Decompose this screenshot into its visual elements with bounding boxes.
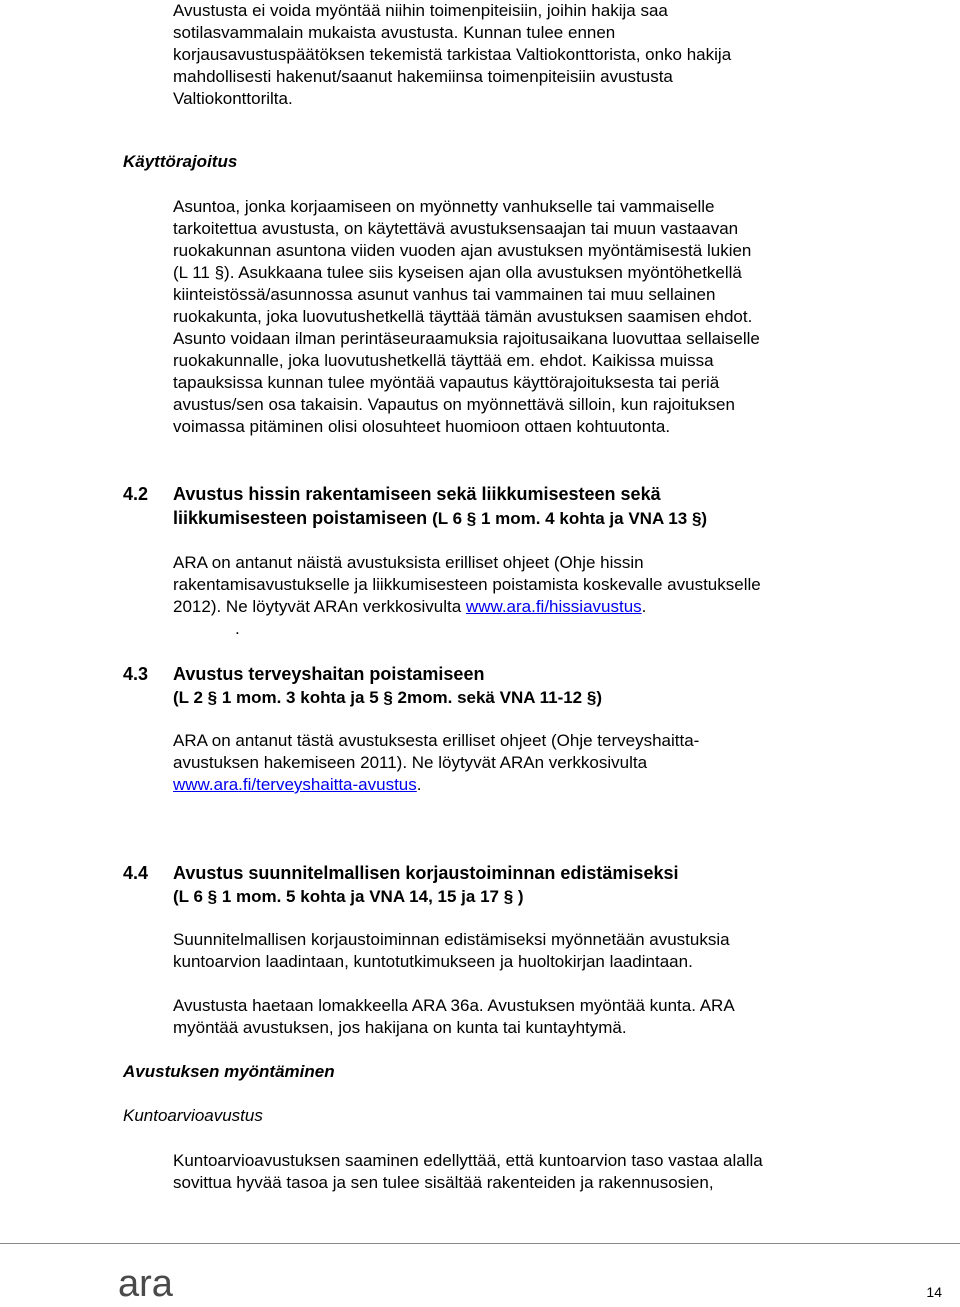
text-line: korjausavustuspäätöksen tekemistä tarkistaa Valtiokonttorista, onko hakija [173, 45, 732, 64]
text-line: myöntää avustuksen, jos hakijana on kunta tai kuntayhtymä. [173, 1018, 627, 1037]
section-title: Avustus terveyshaitan poistamiseen [173, 664, 485, 684]
terveyshaitta-link[interactable]: www.ara.fi/terveyshaitta-avustus [173, 775, 417, 794]
section-title-cont: liikkumisesteen poistamiseen [173, 508, 428, 528]
kayttorajoitus-paragraph [173, 196, 893, 438]
text-line: rakentamisavustukselle ja liikkumisesteen poistamista koskevalle avustukselle [173, 575, 761, 594]
section-number: 4.3 [123, 664, 149, 684]
text-line: tarkoitettua avustusta, on käytettävä avustuksensaajan tai muun vastaavan [173, 219, 739, 238]
myontaminen-heading: Avustuksen myöntäminen [123, 1062, 335, 1081]
text-line: Avustusta ei voida myöntää niihin toimenpiteisiin, joihin hakija saa [173, 1, 668, 20]
text-line: kuntoarvion laadintaan, kuntotutkimukseen ja huoltokirjan laadintaan. [173, 952, 693, 971]
section-reference: (L 6 § 1 mom. 5 kohta ja VNA 14, 15 ja 17 § ) [173, 887, 524, 906]
section-4-2-paragraph [173, 552, 893, 640]
text-line: (L 11 §). Asukkaana tulee siis kyseisen ajan olla avustuksen myöntöhetkellä [173, 263, 742, 282]
intro-paragraph [173, 0, 893, 110]
text-line: mahdollisesti hakenut/saanut hakemiinsa toimenpiteisiin avustusta [173, 67, 673, 86]
text-line: Asunto voidaan ilman perintäseuraamuksia rajoitusaikana luovuttaa sellaiselle [173, 329, 760, 348]
stray-dot: . [235, 619, 240, 638]
text-line: ruokakunta, joka luovutushetkellä täyttää tämän avustuksen saamisen ehdot. [173, 307, 753, 326]
section-reference: (L 2 § 1 mom. 3 kohta ja 5 § 2mom. sekä VNA 11-12 §) [173, 688, 602, 707]
section-title: Avustus hissin rakentamiseen sekä liikkumisesteen sekä [173, 484, 661, 504]
link-suffix: . [641, 597, 647, 616]
text-line: Kuntoarvioavustuksen saaminen edellyttää, että kuntoarvion taso vastaa alalla [173, 1151, 763, 1170]
text-line [173, 596, 893, 618]
text-line: ARA on antanut tästä avustuksesta erilliset ohjeet (Ohje terveyshaitta- [173, 731, 700, 750]
section-4-3-paragraph [173, 730, 893, 796]
section-title-line2 [173, 506, 893, 531]
section-heading [173, 861, 893, 909]
text-line: Valtiokonttorilta. [173, 89, 293, 108]
section-4-4-paragraph [173, 929, 893, 973]
section-title: Avustus suunnitelmallisen korjaustoiminnan edistämiseksi [173, 863, 679, 883]
text-span: 2012). Ne löytyvät ARAn verkkosivulta [173, 597, 462, 616]
ara-logo [118, 1262, 198, 1304]
footer-divider [0, 1243, 960, 1244]
section-4-4-paragraph-2 [173, 995, 893, 1039]
kuntoarvioavustus-paragraph [173, 1150, 893, 1194]
text-line: voimassa pitäminen olisi olosuhteet huomioon ottaen kohtuutonta. [173, 417, 671, 436]
page-number: 14 [926, 1284, 942, 1300]
link-suffix: . [416, 775, 422, 794]
kayttorajoitus-heading: Käyttörajoitus [123, 152, 238, 171]
text-line: ruokakunnalle, joka luovutushetkellä täyttää em. ehdot. Kaikissa muissa [173, 351, 714, 370]
text-line: avustuksen hakemiseen 2011). Ne löytyvät ARAn verkkosivulta [173, 753, 648, 772]
text-line: avustus/sen osa takaisin. Vapautus on myönnettävä silloin, kun rajoituksen [173, 395, 735, 414]
text-line: Avustusta haetaan lomakkeella ARA 36a. Avustuksen myöntää kunta. ARA [173, 996, 735, 1015]
kuntoarvioavustus-subheading: Kuntoarvioavustus [123, 1106, 263, 1125]
text-line: sovittua hyvää tasoa ja sen tulee sisältää rakenteiden ja rakennusosien, [173, 1173, 714, 1192]
logo-text: ara [118, 1263, 173, 1304]
section-heading [173, 662, 893, 710]
text-line: Suunnitelmallisen korjaustoiminnan edistämiseksi myönnetään avustuksia [173, 930, 730, 949]
text-line: kiinteistössä/asunnossa asunut vanhus tai vammainen tai muu sellainen [173, 285, 716, 304]
text-line: sotilasvammalain mukaista avustusta. Kunnan tulee ennen [173, 23, 616, 42]
text-line: tapauksissa kunnan tulee myöntää vapautus käyttörajoituksesta tai periä [173, 373, 720, 392]
section-number: 4.2 [123, 484, 149, 504]
section-number: 4.4 [123, 863, 149, 883]
section-reference: (L 6 § 1 mom. 4 kohta ja VNA 13 §) [432, 509, 708, 528]
text-line: Asuntoa, jonka korjaamiseen on myönnetty vanhukselle tai vammaiselle [173, 197, 715, 216]
text-line [173, 774, 893, 796]
text-line: ARA on antanut näistä avustuksista erilliset ohjeet (Ohje hissin [173, 553, 644, 572]
section-heading [173, 482, 893, 531]
hissiavustus-link[interactable]: www.ara.fi/hissiavustus [465, 597, 642, 616]
text-line: ruokakunnan asuntona viiden vuoden ajan avustuksen myöntämisestä lukien [173, 241, 752, 260]
